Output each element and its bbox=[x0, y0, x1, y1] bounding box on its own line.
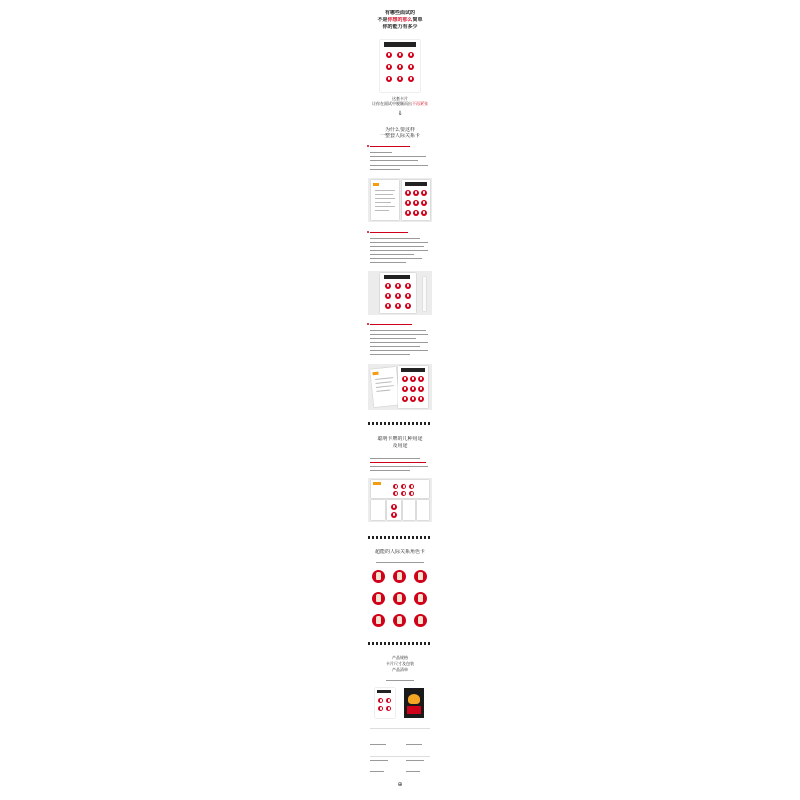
card-image bbox=[371, 500, 385, 520]
text-line bbox=[376, 389, 390, 391]
card-icon bbox=[405, 210, 411, 216]
card-icon bbox=[385, 283, 391, 289]
card-icon bbox=[395, 283, 401, 289]
text-line bbox=[370, 760, 388, 761]
product-cover-white bbox=[375, 688, 395, 718]
card-icon bbox=[409, 491, 414, 496]
text-line bbox=[375, 194, 393, 195]
card-icon bbox=[421, 200, 427, 206]
text-line bbox=[370, 152, 392, 153]
text-line bbox=[375, 210, 389, 211]
text-line bbox=[370, 350, 428, 351]
character-card-icon bbox=[414, 570, 427, 583]
header-line2-pre: 不是 bbox=[377, 17, 388, 23]
card-icon bbox=[405, 190, 411, 196]
text-line bbox=[370, 338, 416, 339]
poster-title-bar bbox=[384, 275, 410, 279]
card-icon bbox=[385, 293, 391, 299]
product-photo bbox=[368, 271, 432, 315]
character-card-icon bbox=[372, 592, 385, 605]
pen-image bbox=[423, 277, 426, 311]
card-icon bbox=[408, 64, 414, 70]
card-icon bbox=[402, 376, 408, 382]
usage-board-image bbox=[371, 480, 429, 498]
card-image bbox=[417, 500, 429, 520]
booklet-tag bbox=[373, 482, 381, 485]
text-line bbox=[370, 258, 422, 259]
booklet-image bbox=[371, 180, 399, 220]
header-line3: 你的能力有多少 bbox=[382, 24, 418, 30]
card-icon bbox=[386, 706, 391, 711]
card-sheet-image bbox=[380, 273, 416, 313]
header-line2 bbox=[366, 17, 434, 23]
text-line bbox=[376, 562, 424, 563]
section3-title: 超能的人际关系角色卡 bbox=[374, 549, 425, 555]
card-icon bbox=[409, 484, 414, 489]
character-card-icon bbox=[414, 592, 427, 605]
text-line bbox=[370, 466, 428, 467]
section-divider bbox=[368, 422, 432, 425]
booklet-tag bbox=[372, 372, 378, 376]
character-card-icon bbox=[393, 614, 406, 627]
text-line bbox=[370, 242, 428, 243]
card-sheet-image bbox=[402, 180, 430, 220]
character-illustration bbox=[408, 694, 420, 704]
card-icon bbox=[405, 200, 411, 206]
card-icon bbox=[421, 190, 427, 196]
card-icon bbox=[395, 293, 401, 299]
poster-title-bar bbox=[405, 182, 427, 186]
section1-title-line1: 为什么要这样 bbox=[384, 127, 415, 133]
arrow-down-icon: ⇓ bbox=[397, 110, 403, 117]
card-icon bbox=[397, 64, 403, 70]
text-line bbox=[406, 744, 422, 745]
card-icon bbox=[397, 52, 403, 58]
section4-title-line1: 产品规格 bbox=[392, 655, 408, 660]
intro-caption-line2 bbox=[366, 101, 434, 106]
section2-title-line2: 及用途 bbox=[392, 443, 408, 449]
card-icon bbox=[410, 386, 416, 392]
card-icon bbox=[391, 512, 397, 518]
card-icon bbox=[386, 64, 392, 70]
text-line bbox=[370, 169, 400, 170]
text-line bbox=[375, 190, 395, 191]
text-line bbox=[375, 198, 395, 199]
card-icon bbox=[405, 283, 411, 289]
intro-caption-red: 不再紧张 bbox=[412, 101, 428, 106]
header-line2-post: 简单 bbox=[412, 17, 423, 23]
card-icon bbox=[391, 504, 397, 510]
card-icon bbox=[393, 491, 398, 496]
card-icon bbox=[421, 210, 427, 216]
table-rule bbox=[370, 728, 430, 729]
text-line bbox=[370, 346, 420, 347]
card-icon bbox=[418, 396, 424, 402]
text-line bbox=[370, 324, 412, 325]
table-rule bbox=[370, 756, 430, 757]
card-icon bbox=[378, 698, 383, 703]
card-icon bbox=[385, 303, 391, 309]
text-line bbox=[375, 206, 395, 207]
text-line bbox=[375, 202, 391, 203]
end-mark-icon: ⊕ bbox=[397, 781, 403, 788]
card-sheet-image bbox=[398, 366, 428, 408]
section4-title-line2: 卡片尺寸及包装 bbox=[386, 661, 414, 666]
intro-caption-line1: 这套卡片 bbox=[392, 96, 408, 101]
header-line1: 有哪些面试的 bbox=[384, 10, 415, 16]
character-card-icon bbox=[372, 614, 385, 627]
card-icon bbox=[418, 386, 424, 392]
text-line bbox=[370, 771, 384, 772]
card-icon bbox=[418, 376, 424, 382]
text-line bbox=[386, 680, 414, 681]
character-card-icon bbox=[414, 614, 427, 627]
text-line bbox=[370, 744, 386, 745]
card-image bbox=[387, 500, 401, 520]
text-line bbox=[375, 377, 393, 380]
text-line bbox=[370, 146, 410, 147]
card-icon bbox=[397, 76, 403, 82]
section-divider bbox=[368, 536, 432, 539]
usage-photo bbox=[368, 478, 432, 522]
card-icon bbox=[410, 376, 416, 382]
header-line2-red: 你想的那么 bbox=[387, 17, 413, 23]
product-photo bbox=[368, 364, 432, 410]
text-line bbox=[406, 760, 424, 761]
text-line bbox=[370, 254, 414, 255]
cover-accent bbox=[407, 706, 421, 714]
product-detail-strip bbox=[366, 0, 434, 800]
card-icon bbox=[401, 491, 406, 496]
character-card-icon bbox=[393, 570, 406, 583]
card-icon bbox=[405, 303, 411, 309]
text-line bbox=[370, 232, 408, 233]
card-icon bbox=[405, 293, 411, 299]
text-line bbox=[370, 330, 426, 331]
card-icon bbox=[408, 76, 414, 82]
section-divider bbox=[368, 642, 432, 645]
section2-title-line1: 聪明卡牌的几种用途 bbox=[377, 436, 423, 442]
card-icon bbox=[402, 396, 408, 402]
card-icon bbox=[395, 303, 401, 309]
card-icon bbox=[401, 484, 406, 489]
character-card-icon bbox=[372, 570, 385, 583]
text-line bbox=[370, 354, 410, 355]
text-line bbox=[370, 156, 426, 157]
poster-title-bar bbox=[384, 42, 416, 47]
intro-caption-pre: 让你在面试中脱颖而出 bbox=[372, 101, 412, 106]
card-icon bbox=[386, 76, 392, 82]
poster-title-bar bbox=[377, 690, 391, 693]
text-line bbox=[370, 470, 410, 471]
text-line bbox=[370, 160, 418, 161]
text-line bbox=[370, 462, 426, 463]
booklet-image bbox=[370, 367, 400, 408]
character-card-icon bbox=[393, 592, 406, 605]
intro-poster-image bbox=[380, 40, 420, 92]
card-icon bbox=[413, 210, 419, 216]
text-line bbox=[370, 262, 406, 263]
text-line bbox=[370, 342, 428, 343]
card-icon bbox=[386, 698, 391, 703]
card-icon bbox=[413, 190, 419, 196]
poster-title-bar bbox=[401, 368, 425, 372]
card-icon bbox=[378, 706, 383, 711]
text-line bbox=[406, 771, 420, 772]
card-icon bbox=[386, 52, 392, 58]
section4-title-line3: 产品清单 bbox=[392, 667, 408, 672]
card-icon bbox=[402, 386, 408, 392]
card-icon bbox=[393, 484, 398, 489]
card-icon bbox=[413, 200, 419, 206]
text-line bbox=[376, 381, 392, 384]
section1-title-line2: 一整套人际关系卡 bbox=[379, 133, 420, 139]
text-line bbox=[370, 238, 420, 239]
character-grid bbox=[366, 568, 434, 636]
product-photo bbox=[368, 178, 432, 222]
text-line bbox=[370, 458, 420, 459]
card-icon bbox=[408, 52, 414, 58]
card-image bbox=[403, 500, 415, 520]
text-line bbox=[376, 385, 394, 388]
card-icon bbox=[410, 396, 416, 402]
text-line bbox=[370, 165, 428, 166]
text-line bbox=[370, 246, 424, 247]
booklet-tag bbox=[373, 183, 379, 186]
text-line bbox=[370, 334, 428, 335]
product-cover-dark bbox=[404, 688, 424, 718]
text-line bbox=[370, 250, 428, 251]
